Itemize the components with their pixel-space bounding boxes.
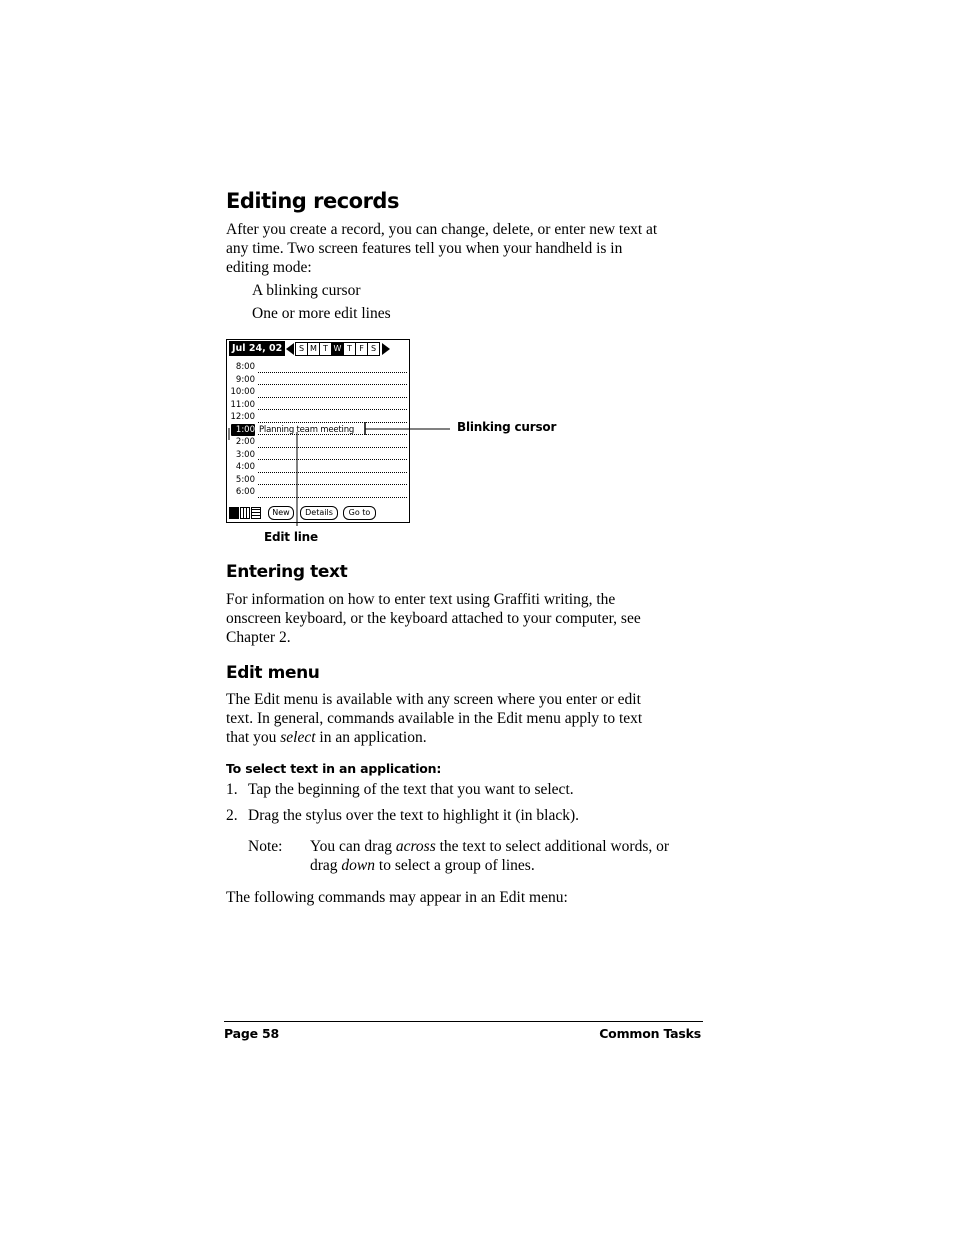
event-text: Planning team meeting bbox=[259, 424, 355, 435]
text-run: drag bbox=[310, 857, 342, 874]
text-run: that you bbox=[226, 729, 281, 746]
time-label: 5:00 bbox=[235, 474, 255, 485]
time-label: 2:00 bbox=[235, 437, 255, 447]
section-heading-entering-text: Entering text bbox=[226, 562, 348, 582]
callout-edit-line: Edit line bbox=[264, 530, 318, 544]
dotted-line bbox=[258, 372, 407, 373]
time-row bbox=[227, 386, 409, 399]
date-label: Jul 24, 02 bbox=[229, 341, 285, 356]
paragraph-line: For information on how to enter text using Graffiti writing, the bbox=[226, 591, 616, 608]
details-button: Details bbox=[300, 506, 338, 520]
paragraph-line bbox=[310, 837, 710, 856]
day-box-selected: W bbox=[331, 342, 344, 356]
next-week-arrow-icon bbox=[382, 343, 390, 355]
note-label: Note: bbox=[248, 838, 283, 855]
footer-chapter-title: Common Tasks bbox=[599, 1026, 701, 1041]
time-label: 8:00 bbox=[235, 362, 255, 372]
footer-rule bbox=[224, 1021, 703, 1022]
edit-menu-paragraph bbox=[226, 690, 706, 747]
closing-sentence: The following commands may appear in an Edit menu: bbox=[226, 889, 568, 906]
entering-text-paragraph bbox=[226, 590, 706, 647]
bullet-item: One or more edit lines bbox=[252, 305, 391, 322]
paragraph-line: The Edit menu is available with any screen where you enter or edit bbox=[226, 691, 641, 708]
day-box: T bbox=[343, 342, 356, 356]
day-box: S bbox=[367, 342, 380, 356]
page-title: Editing records bbox=[226, 189, 399, 213]
day-box: F bbox=[355, 342, 368, 356]
time-label: 4:00 bbox=[235, 462, 255, 472]
paragraph-line bbox=[226, 728, 706, 747]
paragraph-line: text. In general, commands available in the Edit menu apply to text bbox=[226, 710, 643, 727]
new-button: New bbox=[268, 506, 294, 520]
time-label: 10:00 bbox=[230, 387, 255, 397]
time-row bbox=[227, 374, 409, 387]
note-text bbox=[310, 837, 710, 875]
footer-page-number: Page 58 bbox=[224, 1026, 280, 1041]
previous-week-arrow-icon bbox=[286, 343, 294, 355]
emphasis: down bbox=[341, 857, 376, 874]
time-label: 11:00 bbox=[230, 399, 255, 410]
emphasis: across bbox=[395, 838, 436, 855]
time-row bbox=[227, 361, 409, 374]
text-run: in an application. bbox=[315, 729, 427, 746]
intro-line: editing mode: bbox=[226, 259, 312, 276]
text-run: You can drag bbox=[310, 838, 396, 855]
time-label: 6:00 bbox=[235, 487, 255, 497]
bullet-item: A blinking cursor bbox=[252, 282, 361, 299]
callout-blinking-cursor: Blinking cursor bbox=[457, 420, 557, 434]
intro-line: any time. Two screen features tell you when your handheld is in bbox=[226, 240, 623, 257]
intro-paragraph bbox=[226, 220, 706, 277]
dotted-line bbox=[258, 397, 407, 398]
time-row bbox=[227, 399, 409, 412]
time-label: 9:00 bbox=[235, 374, 255, 385]
week-day-bar bbox=[286, 341, 390, 356]
paragraph-line: onscreen keyboard, or the keyboard attached to your computer, see bbox=[226, 610, 641, 627]
step-text: Tap the beginning of the text that you want to select. bbox=[248, 781, 574, 798]
day-box: M bbox=[307, 342, 320, 356]
section-heading-edit-menu: Edit menu bbox=[226, 663, 320, 683]
emphasis: select bbox=[280, 729, 316, 746]
time-label: 3:00 bbox=[235, 449, 255, 460]
step-text: Drag the stylus over the text to highlight it (in black). bbox=[248, 807, 580, 824]
day-box: T bbox=[319, 342, 332, 356]
go-to-button: Go to bbox=[343, 506, 376, 520]
time-label-selected: 1:00 bbox=[231, 424, 255, 436]
time-label: 12:00 bbox=[230, 412, 255, 422]
callout-lines bbox=[220, 418, 460, 538]
text-run: to select a group of lines. bbox=[375, 857, 535, 874]
day-box: S bbox=[295, 342, 308, 356]
intro-line: After you create a record, you can change, delete, or enter new text at bbox=[226, 221, 658, 238]
paragraph-line bbox=[310, 856, 710, 875]
procedure-title: To select text in an application: bbox=[226, 761, 442, 776]
dotted-line bbox=[258, 409, 407, 410]
text-run: the text to select additional words, or bbox=[435, 838, 670, 855]
paragraph-line: Chapter 2. bbox=[226, 629, 291, 646]
step-number: 1. bbox=[226, 781, 238, 798]
dotted-line bbox=[258, 384, 407, 385]
step-number: 2. bbox=[226, 807, 238, 824]
